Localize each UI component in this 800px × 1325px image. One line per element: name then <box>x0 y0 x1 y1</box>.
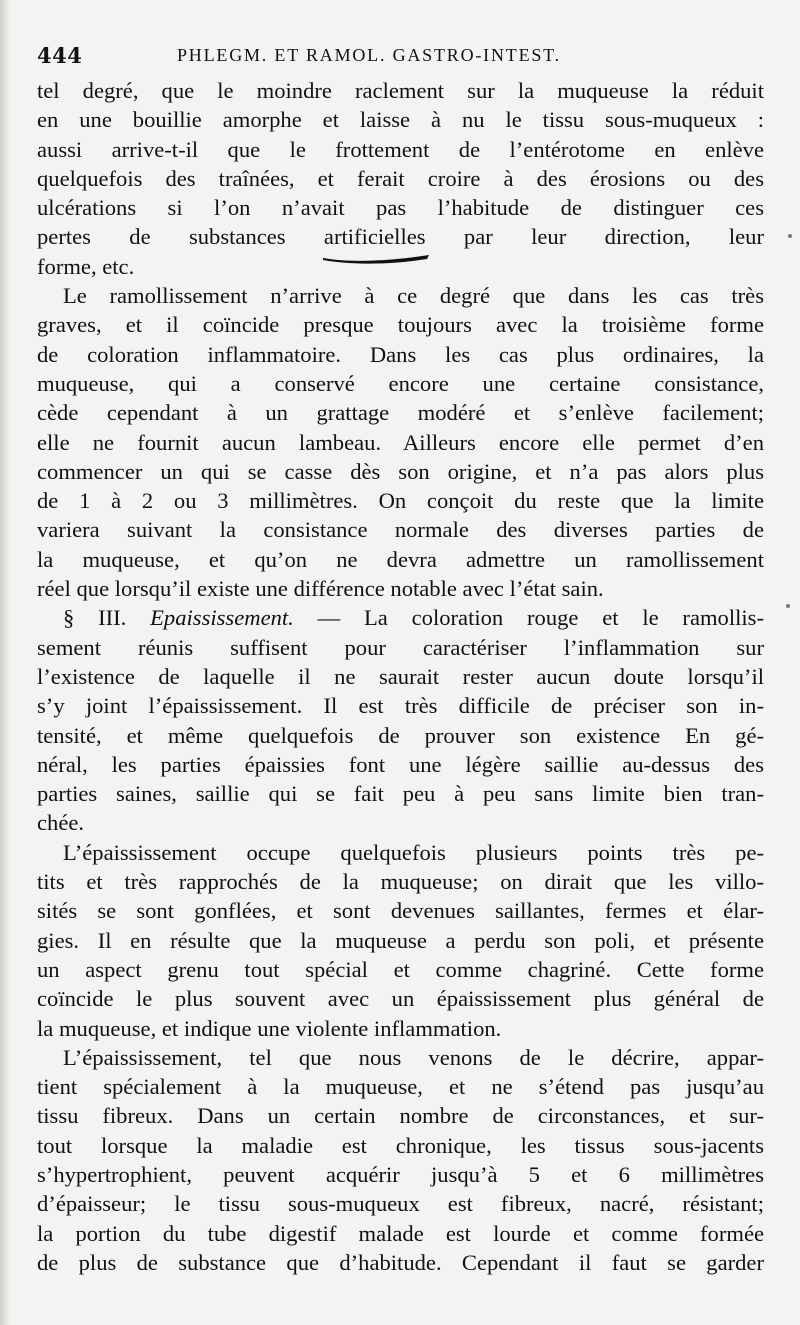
text-line: d’épaisseur; le tissu sous-muqueux est fibreux, nacré, résistant; <box>37 1191 764 1217</box>
text-line: tensité, et même quelquefois de prouver son existence En gé- <box>37 722 764 748</box>
text-line: un aspect grenu tout spécial et comme chagriné. Cette forme <box>37 956 764 982</box>
text-line: tits et très rapprochés de la muqueuse; on dirait que les villo- <box>37 869 764 895</box>
section-first-line-rest: — La coloration rouge et le ramollis- <box>293 605 764 631</box>
text-line: tissu fibreux. Dans un certain nombre de circonstances, et sur- <box>37 1103 764 1129</box>
section-heading-line <box>37 603 764 632</box>
text-line: sités se sont gonflées, et sont devenues saillantes, fermes et élar- <box>37 898 764 924</box>
text-line: de coloration inflammatoire. Dans les cas plus ordinaires, la <box>37 341 764 367</box>
page-number: 444 <box>37 42 83 68</box>
text-line: de plus de substance que d’habitude. Cependant il faut se garder <box>37 1249 764 1275</box>
text-line: tout lorsque la maladie est chronique, les tissus sous-jacents <box>37 1132 764 1158</box>
page-header <box>37 38 764 72</box>
text-line: s’hypertrophient, peuvent acquérir jusqu’à 5 et 6 millimètres <box>37 1161 764 1187</box>
section-title: Epaississement. <box>150 605 294 631</box>
text-line: L’épaississement occupe quelquefois plusieurs points très pe- <box>63 839 764 865</box>
text-line: néral, les parties épaissies font une légère saillie au-dessus des <box>37 751 764 777</box>
ink-stroke-mark <box>321 251 431 265</box>
text-line: réel que lorsqu’il existe une différence notable avec l’état sain. <box>37 576 604 602</box>
section-label: § III. <box>63 605 127 631</box>
running-head: PHLEGM. ET RAMOL. GASTRO-INTEST. <box>177 44 561 65</box>
text-line: de 1 à 2 ou 3 millimètres. On conçoit du reste que la limite <box>37 488 764 514</box>
text-line: l’existence de laquelle il ne saurait rester aucun doute lorsqu’il <box>37 663 764 689</box>
text-line: cède cependant à un grattage modéré et s’enlève facilement; <box>37 400 764 426</box>
text-line: commencer un qui se casse dès son origine, et n’a pas alors plus <box>37 458 764 484</box>
text-line: elle ne fournit aucun lambeau. Ailleurs encore elle permet d’en <box>37 429 764 455</box>
text-line: tel degré, que le moindre raclement sur la muqueuse la réduit <box>37 78 764 103</box>
speck-mark <box>786 604 790 608</box>
text-line: muqueuse, qui a conservé encore une certaine consistance, <box>37 370 764 396</box>
text-line: aussi arrive-t-il que le frottement de l’entérotome en enlève <box>37 136 764 162</box>
text-line: la portion du tube digestif malade est lourde et comme formée <box>37 1220 764 1246</box>
text-line: en une bouillie amorphe et laisse à nu le tissu sous-muqueux : <box>37 107 764 133</box>
text-line: Le ramollissement n’arrive à ce degré que dans les cas très <box>63 283 764 309</box>
text-line: L’épaississement, tel que nous venons de le décrire, appar- <box>63 1044 764 1070</box>
paragraph-4 <box>37 838 764 1043</box>
text-line: la muqueuse, et indique une violente inflammation. <box>37 1015 502 1041</box>
text-line: variera suivant la consistance normale des diverses parties de <box>37 517 764 543</box>
text-line: la muqueuse, et qu’on ne devra admettre un ramollissement <box>37 546 764 572</box>
text-line: coïncide le plus souvent avec un épaississement plus général de <box>37 986 764 1012</box>
page-edge-shadow <box>0 0 10 1325</box>
text-line: parties saines, saillie qui se fait peu à peu sans limite bien tran- <box>37 781 764 807</box>
text-line: ulcérations si l’on n’avait pas l’habitude de distinguer ces <box>37 195 764 221</box>
paragraph-3 <box>37 603 764 837</box>
speck-mark <box>788 234 792 238</box>
text-line: graves, et il coïncide presque toujours avec la troisième forme <box>37 312 764 338</box>
text-line: forme, etc. <box>37 253 135 279</box>
text-line: quelquefois des traînées, et ferait croire à des érosions ou des <box>37 165 764 191</box>
paragraph-5 <box>37 1043 764 1277</box>
text-line: pertes de substances artificielles par leur direction, leur <box>37 224 764 250</box>
text-line: s’y joint l’épaississement. Il est très difficile de préciser son in- <box>37 693 764 719</box>
text-line: gies. Il en résulte que la muqueuse a perdu son poli, et présente <box>37 927 764 953</box>
paragraph-2 <box>37 281 764 603</box>
text-line: chée. <box>37 810 85 836</box>
text-line: tient spécialement à la muqueuse, et ne s’étend pas jusqu’au <box>37 1074 764 1100</box>
text-line: sement réunis suffisent pour caractériser l’inflammation sur <box>37 634 764 660</box>
